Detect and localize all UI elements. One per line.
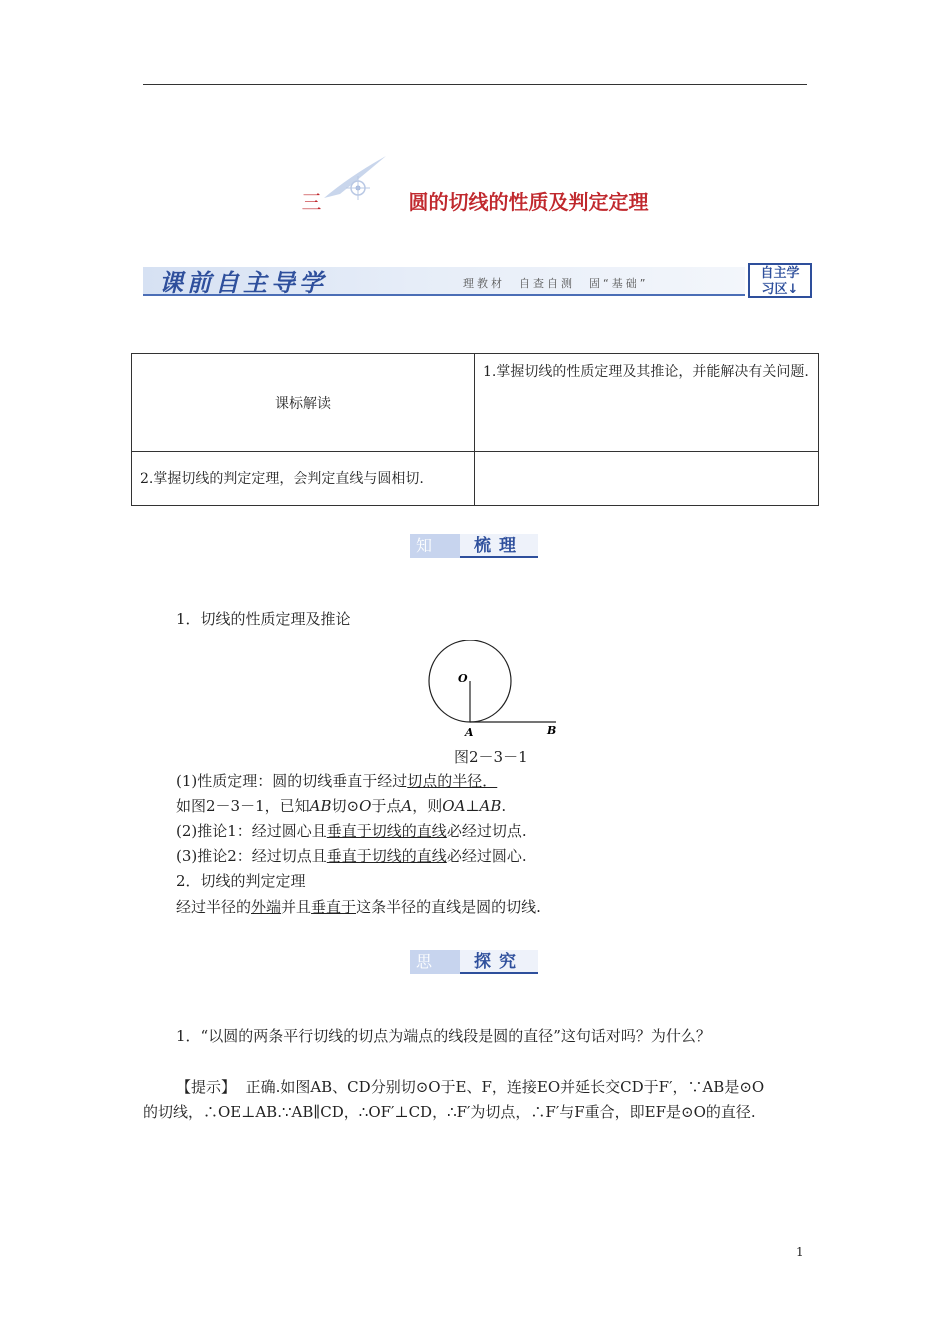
badge-line-1: 自主学: [760, 266, 800, 281]
top-rule: [143, 84, 807, 85]
hint-line-1: [176, 1077, 764, 1097]
corollary-2-text: (3)推论2：经过切点且: [176, 847, 327, 865]
figure-caption: 图2－3－1: [454, 748, 528, 766]
section-banner: [143, 263, 815, 300]
figure-label-b: B: [547, 724, 557, 737]
corollary-1-text: (2)推论1：经过圆心且: [176, 822, 327, 840]
example-oa: OA: [442, 797, 466, 815]
hint-text-1: 正确.如图AB、CD分别切⊙O于E、F，连接EO并延长交CD于F′，∵AB是⊙O: [245, 1078, 765, 1096]
section-header-light: 知识: [410, 534, 460, 558]
self-study-badge: [748, 263, 812, 298]
page-title: [0, 186, 950, 215]
corollary-1-end: 必经过切点.: [446, 822, 527, 840]
criterion-text-2: 并且: [281, 898, 312, 916]
example-end: .: [501, 797, 507, 815]
section-header-light: 思考: [410, 950, 460, 974]
standards-empty-cell: [475, 452, 819, 506]
badge-line-2: 习区↓: [761, 282, 799, 297]
standards-item-1: 1.掌握切线的性质定理及其推论，并能解决有关问题.: [475, 354, 819, 452]
corollary-1: [176, 821, 527, 841]
example-o: O: [359, 797, 372, 815]
property-theorem-answer: 切点的半径．: [407, 772, 498, 790]
property-example: [176, 796, 506, 816]
example-text-1: 如图2－3－1，已知: [176, 797, 310, 815]
standards-table: [131, 353, 819, 506]
property-theorem: [176, 771, 497, 791]
example-text-3: 于点: [371, 797, 402, 815]
inquiry-question-1: 1．“以圆的两条平行切线的切点为端点的线段是圆的直径”这句话对吗？为什么？: [176, 1027, 711, 1045]
example-text-4: ，则: [412, 797, 443, 815]
example-perp: ⊥: [465, 797, 480, 815]
page-number: 1: [796, 1245, 804, 1259]
section-number: 三: [301, 190, 322, 214]
section-header-dark: 探究: [460, 950, 538, 974]
figure-label-o: O: [458, 672, 468, 685]
property-theorem-text: (1)性质定理：圆的切线垂直于经过: [176, 772, 408, 790]
figure-label-a: A: [465, 726, 474, 739]
criterion-text-1: 经过半径的: [176, 898, 252, 916]
hint-label: 【提示】: [176, 1078, 237, 1096]
corollary-2: [176, 846, 527, 866]
example-ab: AB: [309, 797, 332, 815]
banner-title: 课前自主导学: [159, 269, 327, 297]
criterion-text-3: 这条半径的直线是圆的切线.: [356, 898, 541, 916]
criterion-theorem: [176, 897, 541, 917]
example-text-2: 切⊙: [331, 797, 360, 815]
example-a: A: [401, 797, 413, 815]
corollary-2-answer: 垂直于切线的直线: [326, 847, 447, 865]
section-header-knowledge: [410, 534, 540, 579]
section-header-dark: 梳理: [460, 534, 538, 558]
knowledge-heading-1: 1．切线的性质定理及推论: [176, 610, 351, 628]
example-ab-2: AB: [479, 797, 502, 815]
criterion-answer-1: 外端: [251, 898, 282, 916]
section-header-inquiry: [410, 950, 540, 995]
corollary-2-end: 必经过圆心.: [446, 847, 527, 865]
criterion-answer-2: 垂直于: [311, 898, 357, 916]
tangent-figure: [420, 640, 570, 740]
title-text: 圆的切线的性质及判定定理: [408, 190, 649, 214]
knowledge-heading-2: 2．切线的判定定理: [176, 872, 306, 890]
standards-item-2: 2.掌握切线的判定定理，会判定直线与圆相切.: [132, 452, 475, 506]
decorative-star-icon: [320, 154, 390, 204]
banner-subtitle: 理教材 自查自测 固“基础”: [463, 277, 649, 290]
standards-label: 课标解读: [132, 354, 475, 452]
corollary-1-answer: 垂直于切线的直线: [326, 822, 447, 840]
hint-line-2: 的切线，∴OE⊥AB.∵AB∥CD，∴OF′⊥CD，∴F′为切点，∴F′与F重合，即EF是⊙O的直径.: [143, 1103, 756, 1121]
